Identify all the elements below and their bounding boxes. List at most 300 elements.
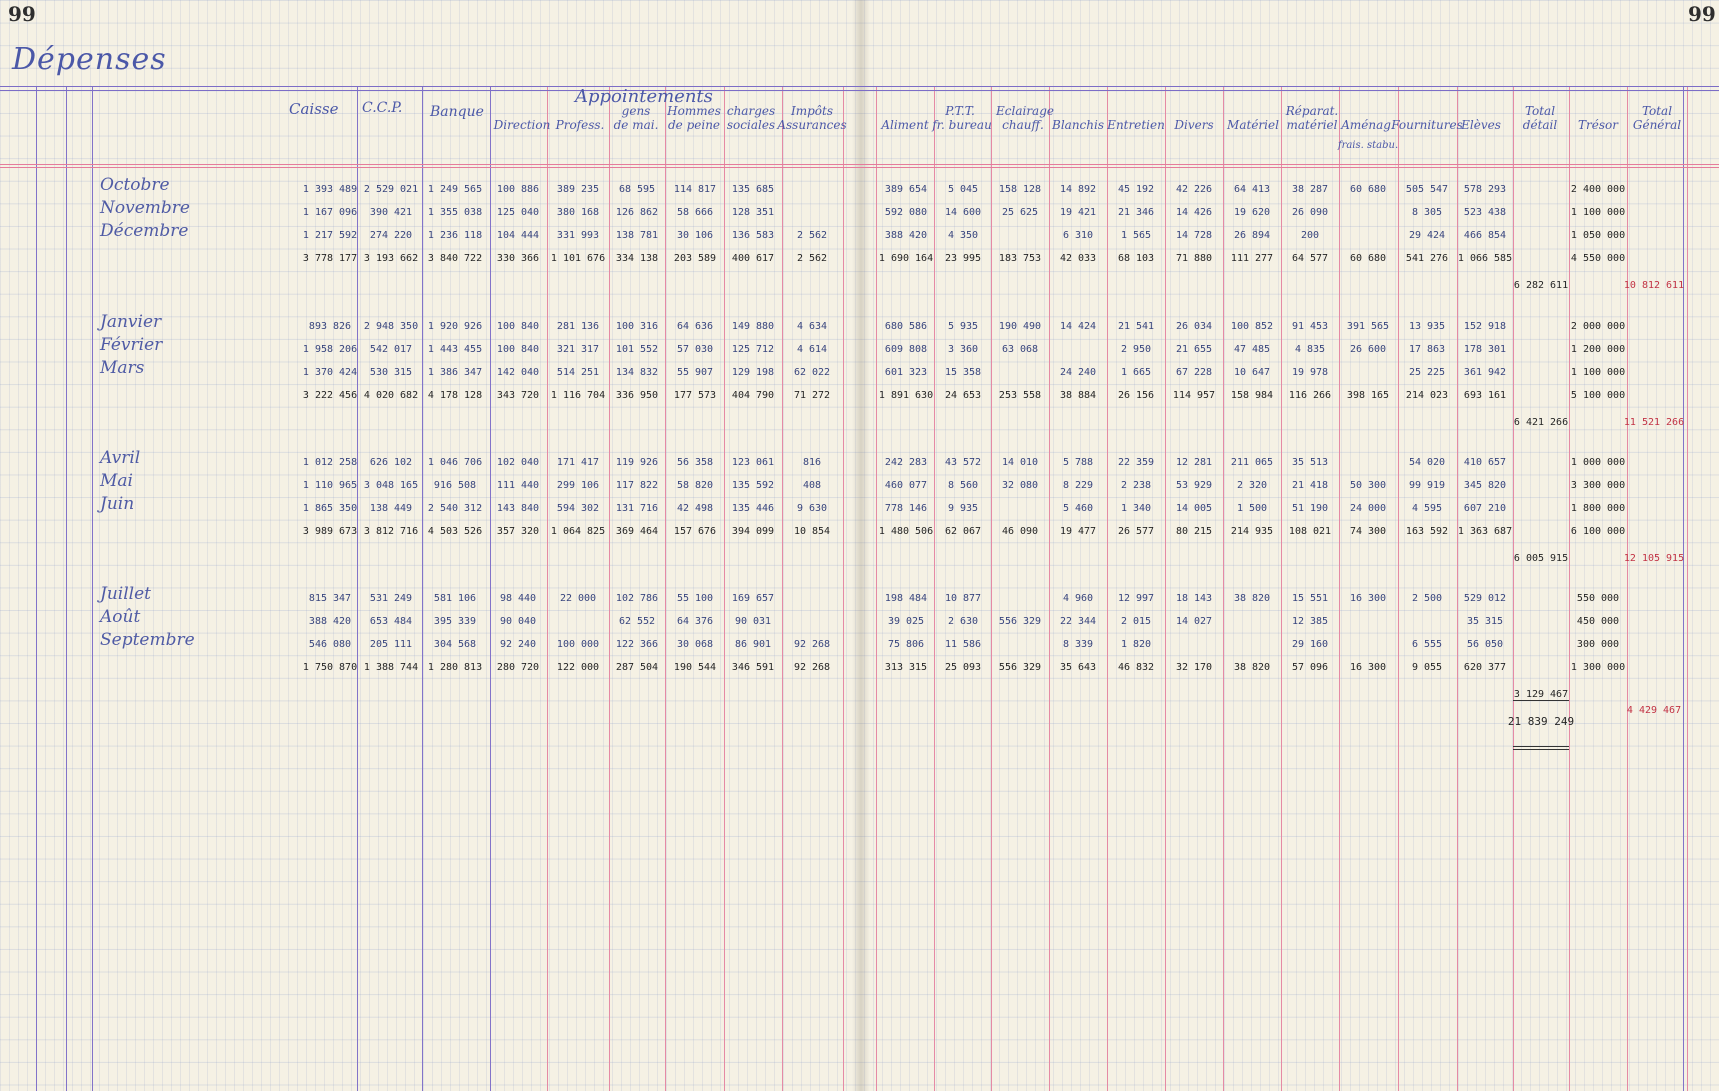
ledger-cell: 390 421 — [369, 207, 413, 218]
ledger-cell: 56 050 — [1466, 639, 1504, 650]
ledger-cell: 1 920 926 — [427, 321, 483, 332]
ledger-cell: 2 948 350 — [363, 321, 419, 332]
quarter-total-cell: 5 100 000 — [1570, 390, 1626, 401]
ledger-cell: 450 000 — [1576, 616, 1620, 627]
ruling-vertical — [66, 86, 67, 1091]
quarter-total-cell: 122 000 — [556, 662, 600, 673]
quarter-total-cell: 369 464 — [615, 526, 659, 537]
header-gens-sub: de mai. — [613, 118, 659, 132]
month-label: Mars — [100, 358, 145, 378]
ledger-cell: 5 788 — [1062, 457, 1094, 468]
ledger-cell: 43 572 — [944, 457, 982, 468]
quarter-detail-total: 3 129 467 — [1513, 689, 1569, 700]
ledger-cell: 21 655 — [1175, 344, 1213, 355]
ledger-cell: 51 190 — [1291, 503, 1329, 514]
ledger-cell: 4 835 — [1294, 344, 1326, 355]
header-materiel-sub: matériel — [1286, 118, 1338, 132]
ledger-cell: 505 547 — [1405, 184, 1449, 195]
quarter-total-cell: 38 884 — [1059, 390, 1097, 401]
ledger-cell: 56 358 — [676, 457, 714, 468]
ledger-cell: 1 050 000 — [1570, 230, 1626, 241]
quarter-total-cell: 6 100 000 — [1570, 526, 1626, 537]
ledger-cell: 274 220 — [369, 230, 413, 241]
ledger-cell: 99 919 — [1408, 480, 1446, 491]
ledger-cell: 111 440 — [496, 480, 540, 491]
ledger-cell: 1 820 — [1120, 639, 1152, 650]
ledger-cell: 13 935 — [1408, 321, 1446, 332]
ledger-cell: 8 560 — [947, 480, 979, 491]
header-charges-sub: sociales — [726, 118, 776, 132]
ledger-cell: 1 110 965 — [302, 480, 358, 491]
ledger-cell: 67 228 — [1175, 367, 1213, 378]
header-ccp: C.C.P. — [362, 100, 403, 116]
quarter-total-cell: 3 812 716 — [363, 526, 419, 537]
ledger-cell: 25 225 — [1408, 367, 1446, 378]
ledger-cell: 514 251 — [556, 367, 600, 378]
month-label: Août — [100, 607, 141, 627]
header-aliment: Aliment — [881, 118, 929, 132]
ledger-cell: 5 460 — [1062, 503, 1094, 514]
ledger-cell: 64 376 — [676, 616, 714, 627]
ledger-cell: 64 413 — [1233, 184, 1271, 195]
quarter-total-cell: 394 099 — [731, 526, 775, 537]
ruling-vertical — [665, 86, 666, 1091]
ruling-horizontal — [0, 86, 1719, 87]
quarter-total-cell: 108 021 — [1288, 526, 1332, 537]
quarter-total-cell: 3 222 456 — [302, 390, 358, 401]
ledger-cell: 18 143 — [1175, 593, 1213, 604]
final-rule-top — [1513, 700, 1569, 701]
ledger-cell: 778 146 — [884, 503, 928, 514]
ledger-cell: 42 498 — [676, 503, 714, 514]
ruling-vertical — [991, 86, 992, 1091]
ledger-cell: 90 031 — [734, 616, 772, 627]
ledger-cell: 542 017 — [369, 344, 413, 355]
ledger-cell: 653 484 — [369, 616, 413, 627]
quarter-total-cell: 111 277 — [1230, 253, 1274, 264]
ledger-cell: 6 555 — [1411, 639, 1443, 650]
ledger-cell: 460 077 — [884, 480, 928, 491]
ledger-cell: 4 634 — [796, 321, 828, 332]
quarter-total-cell: 1 066 585 — [1457, 253, 1513, 264]
quarter-total-cell: 3 193 662 — [363, 253, 419, 264]
ledger-cell: 200 — [1300, 230, 1320, 241]
quarter-total-cell: 183 753 — [998, 253, 1042, 264]
ledger-cell: 26 090 — [1291, 207, 1329, 218]
ledger-cell: 2 540 312 — [427, 503, 483, 514]
ledger-cell: 16 300 — [1349, 593, 1387, 604]
ledger-cell: 53 929 — [1175, 480, 1213, 491]
ledger-cell: 550 000 — [1576, 593, 1620, 604]
quarter-total-cell: 64 577 — [1291, 253, 1329, 264]
ruling-vertical — [92, 86, 93, 1091]
ledger-cell: 395 339 — [433, 616, 477, 627]
ledger-cell: 198 484 — [884, 593, 928, 604]
ledger-cell: 19 978 — [1291, 367, 1329, 378]
ruling-vertical — [1457, 86, 1458, 1091]
quarter-general-total: 4 429 467 — [1626, 705, 1682, 716]
month-label: Mai — [100, 471, 133, 491]
quarter-total-cell: 10 854 — [793, 526, 831, 537]
ledger-cell: 281 136 — [556, 321, 600, 332]
ledger-cell: 304 568 — [433, 639, 477, 650]
ledger-cell: 14 005 — [1175, 503, 1213, 514]
ledger-cell: 30 106 — [676, 230, 714, 241]
ruling-vertical — [1513, 86, 1514, 1091]
ledger-cell: 114 817 — [673, 184, 717, 195]
ledger-cell: 2 630 — [947, 616, 979, 627]
ledger-cell: 815 347 — [308, 593, 352, 604]
ledger-cell: 594 302 — [556, 503, 600, 514]
ledger-cell: 6 310 — [1062, 230, 1094, 241]
ledger-cell: 15 551 — [1291, 593, 1329, 604]
quarter-total-cell: 1 116 704 — [550, 390, 606, 401]
ruling-vertical — [724, 86, 725, 1091]
ledger-cell: 102 786 — [615, 593, 659, 604]
ledger-cell: 42 226 — [1175, 184, 1213, 195]
month-label: Juin — [100, 494, 135, 514]
quarter-total-cell: 1 388 744 — [363, 662, 419, 673]
ledger-cell: 22 000 — [559, 593, 597, 604]
ledger-cell: 38 820 — [1233, 593, 1271, 604]
ledger-cell: 14 600 — [944, 207, 982, 218]
ledger-cell: 19 421 — [1059, 207, 1097, 218]
header-caisse: Caisse — [289, 100, 339, 118]
ruling-vertical — [843, 86, 844, 1091]
month-label: Juillet — [100, 584, 151, 604]
ledger-cell: 126 862 — [615, 207, 659, 218]
quarter-total-cell: 9 055 — [1411, 662, 1443, 673]
quarter-total-cell: 357 320 — [496, 526, 540, 537]
quarter-total-cell: 1 101 676 — [550, 253, 606, 264]
quarter-total-cell: 203 589 — [673, 253, 717, 264]
ledger-cell: 12 281 — [1175, 457, 1213, 468]
ledger-cell: 389 235 — [556, 184, 600, 195]
ruling-vertical — [1281, 86, 1282, 1091]
header-appointements: Appointements — [575, 86, 713, 107]
ledger-cell: 100 840 — [496, 344, 540, 355]
ledger-cell: 300 000 — [1576, 639, 1620, 650]
quarter-total-cell: 541 276 — [1405, 253, 1449, 264]
quarter-total-cell: 26 577 — [1117, 526, 1155, 537]
quarter-total-cell: 177 573 — [673, 390, 717, 401]
quarter-total-cell: 1 363 687 — [1457, 526, 1513, 537]
quarter-total-cell: 556 329 — [998, 662, 1042, 673]
ledger-cell: 1 370 424 — [302, 367, 358, 378]
quarter-total-cell: 116 266 — [1288, 390, 1332, 401]
header-blanchis: Blanchis — [1052, 118, 1104, 132]
quarter-total-cell: 620 377 — [1463, 662, 1507, 673]
ledger-cell: 4 350 — [947, 230, 979, 241]
quarter-total-cell: 25 093 — [944, 662, 982, 673]
header-tresor: Trésor — [1578, 118, 1618, 132]
quarter-total-cell: 92 268 — [793, 662, 831, 673]
quarter-detail-total: 6 005 915 — [1513, 553, 1569, 564]
header-direction: Direction — [493, 118, 551, 132]
ledger-cell: 119 926 — [615, 457, 659, 468]
ledger-cell: 100 840 — [496, 321, 540, 332]
ledger-cell: 21 418 — [1291, 480, 1329, 491]
quarter-total-cell: 3 778 177 — [302, 253, 358, 264]
ledger-cell: 14 892 — [1059, 184, 1097, 195]
ledger-cell: 68 595 — [618, 184, 656, 195]
ledger-cell: 345 820 — [1463, 480, 1507, 491]
quarter-total-cell: 71 880 — [1175, 253, 1213, 264]
ledger-cell: 299 106 — [556, 480, 600, 491]
ledger-cell: 39 025 — [887, 616, 925, 627]
quarter-total-cell: 68 103 — [1117, 253, 1155, 264]
ledger-cell: 1 100 000 — [1570, 207, 1626, 218]
ledger-cell: 22 359 — [1117, 457, 1155, 468]
month-label: Février — [100, 335, 163, 355]
ledger-cell: 3 360 — [947, 344, 979, 355]
ledger-cell: 2 400 000 — [1570, 184, 1626, 195]
ledger-cell: 138 781 — [615, 230, 659, 241]
header-impots-sub: Assurances — [777, 118, 847, 132]
quarter-total-cell: 693 161 — [1463, 390, 1507, 401]
month-label: Octobre — [100, 175, 170, 195]
quarter-total-cell: 1 064 825 — [550, 526, 606, 537]
ledger-cell: 58 820 — [676, 480, 714, 491]
ledger-cell: 134 832 — [615, 367, 659, 378]
month-labels — [100, 174, 230, 243]
quarter-total-cell: 1 690 164 — [878, 253, 934, 264]
ruling-vertical — [1223, 86, 1224, 1091]
ledger-cell: 21 346 — [1117, 207, 1155, 218]
ledger-cell: 15 358 — [944, 367, 982, 378]
ledger-cell: 57 030 — [676, 344, 714, 355]
ruling-vertical — [1627, 86, 1628, 1091]
ledger-cell: 211 065 — [1230, 457, 1274, 468]
quarter-total-cell: 3 840 722 — [427, 253, 483, 264]
ledger-cell: 9 630 — [796, 503, 828, 514]
header-hommes: Hommes — [667, 104, 721, 118]
ledger-cell: 142 040 — [496, 367, 540, 378]
ruling-vertical — [1049, 86, 1050, 1091]
ledger-cell: 125 040 — [496, 207, 540, 218]
ledger-cell: 143 840 — [496, 503, 540, 514]
ledger-cell: 531 249 — [369, 593, 413, 604]
ledger-cell: 149 880 — [731, 321, 775, 332]
ledger-cell: 178 301 — [1463, 344, 1507, 355]
quarter-total-cell: 74 300 — [1349, 526, 1387, 537]
quarter-total-cell: 46 090 — [1001, 526, 1039, 537]
ledger-cell: 1 236 118 — [427, 230, 483, 241]
ledger-cell: 578 293 — [1463, 184, 1507, 195]
ledger-cell: 14 426 — [1175, 207, 1213, 218]
ledger-cell: 122 366 — [615, 639, 659, 650]
quarter-total-cell: 23 995 — [944, 253, 982, 264]
ledger-cell: 35 315 — [1466, 616, 1504, 627]
quarter-total-cell: 114 957 — [1172, 390, 1216, 401]
ledger-cell: 30 068 — [676, 639, 714, 650]
ledger-cell: 29 160 — [1291, 639, 1329, 650]
ledger-cell: 131 716 — [615, 503, 659, 514]
quarter-detail-total: 6 421 266 — [1513, 417, 1569, 428]
ledger-cell: 14 010 — [1001, 457, 1039, 468]
header-amenag: Aménag. — [1341, 118, 1395, 132]
ledger-cell: 35 513 — [1291, 457, 1329, 468]
ledger-cell: 408 — [802, 480, 822, 491]
ledger-cell: 125 712 — [731, 344, 775, 355]
header-impots: Impôts — [790, 104, 834, 118]
ledger-cell: 100 316 — [615, 321, 659, 332]
quarter-total-cell: 46 832 — [1117, 662, 1155, 673]
quarter-total-cell: 157 676 — [673, 526, 717, 537]
ledger-cell: 152 918 — [1463, 321, 1507, 332]
quarter-total-cell: 214 023 — [1405, 390, 1449, 401]
ruling-vertical — [1687, 86, 1688, 1091]
month-labels — [100, 447, 230, 516]
quarter-total-cell: 334 138 — [615, 253, 659, 264]
quarter-total-cell: 35 643 — [1059, 662, 1097, 673]
header-gens: gens — [621, 104, 651, 118]
ledger-cell: 129 198 — [731, 367, 775, 378]
ledger-cell: 26 600 — [1349, 344, 1387, 355]
ledger-cell: 1 500 — [1236, 503, 1268, 514]
ledger-cell: 29 424 — [1408, 230, 1446, 241]
ledger-cell: 135 446 — [731, 503, 775, 514]
ledger-cell: 14 027 — [1175, 616, 1213, 627]
ledger-cell: 2 562 — [796, 230, 828, 241]
ruling-vertical — [1107, 86, 1108, 1091]
ledger-cell: 171 417 — [556, 457, 600, 468]
ruling-vertical — [609, 86, 610, 1091]
ruling-vertical — [1165, 86, 1166, 1091]
month-label: Septembre — [100, 630, 195, 650]
ledger-cell: 100 886 — [496, 184, 540, 195]
ledger-cell: 75 806 — [887, 639, 925, 650]
page-title: Dépenses — [12, 42, 167, 77]
quarter-total-cell: 346 591 — [731, 662, 775, 673]
ledger-cell: 11 586 — [944, 639, 982, 650]
ledger-cell: 14 728 — [1175, 230, 1213, 241]
quarter-total-cell: 80 215 — [1175, 526, 1213, 537]
ledger-cell: 5 045 — [947, 184, 979, 195]
ledger-cell: 22 344 — [1059, 616, 1097, 627]
ledger-cell: 3 048 165 — [363, 480, 419, 491]
month-label: Novembre — [100, 198, 190, 218]
ruling-vertical — [934, 86, 935, 1091]
ledger-cell: 916 508 — [433, 480, 477, 491]
ledger-cell: 26 894 — [1233, 230, 1271, 241]
month-label: Décembre — [100, 221, 189, 241]
ledger-cell: 8 339 — [1062, 639, 1094, 650]
ledger-cell: 2 000 000 — [1570, 321, 1626, 332]
quarter-general-total: 11 521 266 — [1623, 417, 1685, 428]
quarter-total-cell: 1 891 630 — [878, 390, 934, 401]
quarter-total-cell: 42 033 — [1059, 253, 1097, 264]
ledger-cell: 1 012 258 — [302, 457, 358, 468]
quarter-total-cell: 400 617 — [731, 253, 775, 264]
quarter-total-cell: 1 280 813 — [427, 662, 483, 673]
ledger-cell: 45 192 — [1117, 184, 1155, 195]
month-labels — [100, 583, 230, 652]
header-fbureau: fr. bureau — [932, 118, 992, 132]
quarter-total-cell: 71 272 — [793, 390, 831, 401]
ledger-cell: 55 907 — [676, 367, 714, 378]
quarter-total-cell: 24 653 — [944, 390, 982, 401]
ledger-cell: 2 500 — [1411, 593, 1443, 604]
quarter-total-cell: 214 935 — [1230, 526, 1274, 537]
ledger-cell: 2 015 — [1120, 616, 1152, 627]
ledger-cell: 4 614 — [796, 344, 828, 355]
ledger-cell: 91 453 — [1291, 321, 1329, 332]
ledger-cell: 1 665 — [1120, 367, 1152, 378]
header-reparations: Réparat. — [1285, 104, 1339, 118]
header-eleves: Elèves — [1461, 118, 1501, 132]
ledger-cell: 1 958 206 — [302, 344, 358, 355]
ledger-cell: 32 080 — [1001, 480, 1039, 491]
ledger-cell: 12 385 — [1291, 616, 1329, 627]
ledger-cell: 10 647 — [1233, 367, 1271, 378]
ruling-horizontal — [0, 164, 1719, 165]
ledger-cell: 626 102 — [369, 457, 413, 468]
ledger-cell: 546 080 — [308, 639, 352, 650]
quarter-total-cell: 190 544 — [673, 662, 717, 673]
ledger-cell: 92 240 — [499, 639, 537, 650]
ledger-cell: 21 541 — [1117, 321, 1155, 332]
ledger-cell: 1 217 592 — [302, 230, 358, 241]
header-ptt: P.T.T. — [945, 104, 975, 118]
ledger-cell: 1 000 000 — [1570, 457, 1626, 468]
quarter-total-cell: 26 156 — [1117, 390, 1155, 401]
ledger-cell: 388 420 — [884, 230, 928, 241]
ledger-cell: 1 200 000 — [1570, 344, 1626, 355]
ledger-cell: 529 012 — [1463, 593, 1507, 604]
ledger-cell: 24 240 — [1059, 367, 1097, 378]
ruling-horizontal — [0, 167, 1719, 168]
quarter-total-cell: 343 720 — [496, 390, 540, 401]
header-divers: Divers — [1174, 118, 1214, 132]
ledger-cell: 1 249 565 — [427, 184, 483, 195]
final-rule-bottom-2 — [1513, 749, 1569, 750]
ledger-cell: 190 490 — [998, 321, 1042, 332]
ledger-cell: 1 355 038 — [427, 207, 483, 218]
ledger-cell: 242 283 — [884, 457, 928, 468]
ledger-cell: 556 329 — [998, 616, 1042, 627]
ledger-cell: 1 167 096 — [302, 207, 358, 218]
ledger-cell: 25 625 — [1001, 207, 1039, 218]
header-banque: Banque — [430, 104, 484, 120]
quarter-total-cell: 1 750 870 — [302, 662, 358, 673]
quarter-total-cell: 38 820 — [1233, 662, 1271, 673]
ledger-cell: 62 552 — [618, 616, 656, 627]
ledger-cell: 86 901 — [734, 639, 772, 650]
ledger-cell: 609 808 — [884, 344, 928, 355]
quarter-general-total: 10 812 611 — [1623, 280, 1685, 291]
ledger-cell: 523 438 — [1463, 207, 1507, 218]
ruling-vertical — [422, 86, 423, 1091]
ledger-cell: 1 393 489 — [302, 184, 358, 195]
quarter-total-cell: 2 562 — [796, 253, 828, 264]
ledger-cell: 680 586 — [884, 321, 928, 332]
ledger-cell: 123 061 — [731, 457, 775, 468]
header-chauff: chauff. — [1002, 118, 1044, 132]
quarter-total-cell: 1 300 000 — [1570, 662, 1626, 673]
ledger-cell: 205 111 — [369, 639, 413, 650]
ledger-cell: 5 935 — [947, 321, 979, 332]
ledger-cell: 389 654 — [884, 184, 928, 195]
ledger-cell: 380 168 — [556, 207, 600, 218]
ledger-cell: 12 997 — [1117, 593, 1155, 604]
quarter-total-cell: 4 550 000 — [1570, 253, 1626, 264]
ledger-cell: 8 229 — [1062, 480, 1094, 491]
quarter-total-cell: 158 984 — [1230, 390, 1274, 401]
header-eclairage: Eclairage — [996, 104, 1054, 118]
quarter-total-cell: 19 477 — [1059, 526, 1097, 537]
quarter-total-cell: 398 165 — [1346, 390, 1390, 401]
